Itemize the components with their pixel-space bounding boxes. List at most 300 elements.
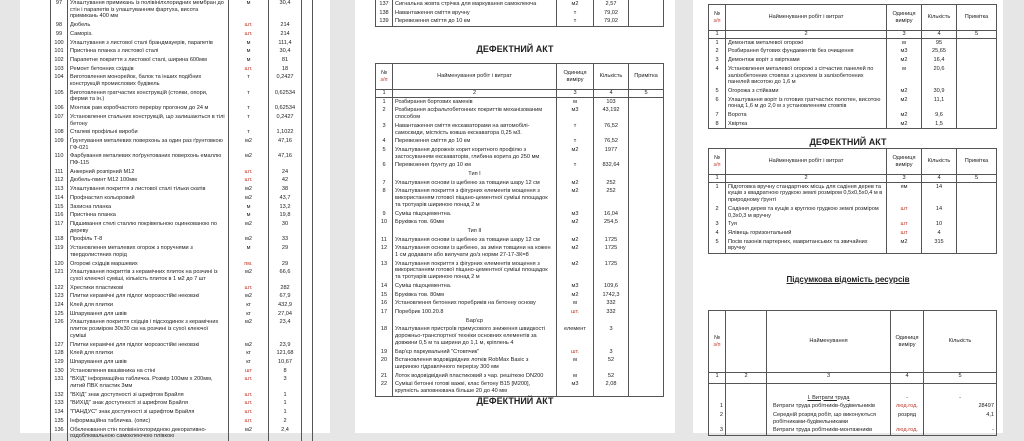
row-number: 134: [51, 408, 68, 417]
code-cell: [726, 411, 767, 426]
col-number: 2: [393, 90, 557, 98]
table-row: [709, 182, 997, 205]
row-number: 1: [376, 97, 393, 106]
note-cell: [302, 30, 313, 39]
col-number: 2: [726, 31, 887, 39]
table-row: [51, 399, 313, 408]
quantity-cell: 4,1: [986, 411, 994, 418]
work-name: Клей для плитки: [68, 301, 229, 310]
work-name: Улаштування покриття з фігурних елементів мощення з використанням готової піщано-цементної суміші площадок та тротуарів шириною понад 2 м: [393, 187, 557, 209]
summary-dash: -: [891, 394, 924, 403]
quantity-cell: 23,4: [269, 318, 302, 340]
work-name: Ремонт бетонних східців: [68, 65, 229, 74]
note-cell: [302, 284, 313, 293]
note-cell: [302, 349, 313, 358]
unit-cell: м2: [229, 220, 269, 235]
work-name: Улаштування покриттів з керамічних плиток на розчині із сухої клеючої суміші, кількість плиток в 1 м2 до 7 шт: [68, 268, 229, 283]
unit-cell: м: [229, 211, 269, 220]
note-cell: [629, 236, 664, 245]
row-number: 3: [709, 426, 726, 435]
quantity-cell: 332: [594, 308, 629, 317]
unit-cell: т: [229, 128, 269, 137]
note-cell: [957, 111, 997, 120]
note-cell: [629, 260, 664, 282]
work-name: Плитки керамічні для підлог морозостійкі нековзкі: [68, 292, 229, 301]
unit-cell: м3: [557, 282, 594, 291]
table-row: [709, 229, 997, 238]
quantity-cell: 103: [594, 97, 629, 106]
defect-act-table-fence: [708, 4, 997, 129]
work-name: Підшивання стелі сталлю покрівельною оцинкованою по дереву: [68, 220, 229, 235]
note-cell: [957, 120, 997, 129]
note-cell: [302, 152, 313, 167]
note-cell: [302, 310, 313, 319]
work-name: Підготовка вручну стандартних місць для садіння дерев та кущів з квадратною грудкою землі розміром 0,5х0,5х0,4 м в природному ґрунті: [726, 182, 887, 205]
work-name: Шпарування для швів: [68, 310, 229, 319]
table-row: [709, 426, 997, 435]
quantity-cell: 16,04: [594, 210, 629, 219]
row-number: 124: [51, 301, 68, 310]
quantity-cell: 9,6: [922, 111, 957, 120]
work-name: Сигнальна жовта стрічка для маркування самоклеюча: [393, 0, 557, 9]
header-number: № з/п: [709, 5, 726, 31]
unit-cell: т: [229, 113, 269, 128]
unit-cell: м: [887, 38, 922, 47]
work-name: Захисна планка: [68, 203, 229, 212]
note-cell: [302, 73, 313, 88]
note-cell: [629, 348, 664, 357]
header-unit: Одиниця виміру: [887, 5, 922, 31]
work-name: Монтаж рам коробчастого перерізу прогоном до 24 м: [68, 104, 229, 113]
work-name: "ВХІД" знак доступності зі шрифтом Брайля: [68, 391, 229, 400]
quantity-cell: 76,52: [594, 122, 629, 137]
note-cell: [302, 194, 313, 203]
row-number: 118: [51, 235, 68, 244]
row-number: 10: [376, 218, 393, 227]
row-number: 12: [376, 244, 393, 259]
row-number: 109: [51, 137, 68, 152]
note-cell: [629, 210, 664, 219]
unit-cell: шт.: [229, 168, 269, 177]
row-number: 125: [51, 310, 68, 319]
table-row: [376, 17, 664, 26]
note-cell: [629, 122, 664, 137]
row-number: 20: [376, 356, 393, 371]
note-cell: [957, 96, 997, 111]
table-row: [51, 417, 313, 426]
table-row: [51, 408, 313, 417]
table-row: [51, 220, 313, 235]
note-cell: [957, 65, 997, 87]
table-row: [709, 65, 997, 87]
unit-cell: м3: [557, 380, 594, 396]
unit-cell: шт.: [557, 308, 594, 317]
note-cell: [302, 358, 313, 367]
unit-cell: кг: [229, 301, 269, 310]
work-name: Профіль Т-8: [68, 235, 229, 244]
unit-cell: м2: [557, 260, 594, 282]
quantity-cell: 109,6: [594, 282, 629, 291]
work-name: Суміші бетонні готові важкі, клас бетону В15 [М200], крупність заповнювача більше 20 до 40 мм: [393, 380, 557, 396]
document-page-1: [20, 0, 330, 440]
table-row: [376, 291, 664, 300]
note-cell: [302, 185, 313, 194]
document-page-2: [355, 0, 675, 433]
work-name: Установлення бетонних поребриків на бетонну основу: [393, 299, 557, 308]
row-number: 14: [376, 282, 393, 291]
note-cell: [302, 292, 313, 301]
work-name: Плитки керамічні для підлог морозостійкі нековзкі: [68, 341, 229, 350]
row-number: 9: [376, 210, 393, 219]
row-number: 98: [51, 21, 68, 30]
row-number: 139: [376, 17, 393, 26]
note-cell: [629, 187, 664, 209]
row-number: 22: [376, 380, 393, 396]
work-name: Саморіз.: [68, 30, 229, 39]
quantity-cell: 214: [269, 21, 302, 30]
quantity-cell: 52: [594, 372, 629, 381]
row-number: 133: [51, 399, 68, 408]
row-number: 101: [51, 47, 68, 56]
table-row: [51, 391, 313, 400]
row-number: 4: [709, 65, 726, 87]
quantity-cell: 28497: [978, 403, 994, 410]
quantity-cell: 29: [269, 260, 302, 269]
quantity-cell: 16,4: [922, 56, 957, 65]
note-cell: [957, 38, 997, 47]
row-number: 108: [51, 128, 68, 137]
table-row: [376, 218, 664, 227]
header-number: № з/п: [376, 64, 393, 90]
table-row: [709, 411, 997, 426]
note-cell: [302, 39, 313, 48]
note-cell: [302, 128, 313, 137]
table-row: [51, 137, 313, 152]
col-number: 5: [957, 175, 997, 183]
quantity-cell: 432,9: [269, 301, 302, 310]
quantity-cell: 11,1: [922, 96, 957, 111]
note-cell: [629, 325, 664, 347]
section-label: Тип ІІ: [393, 227, 557, 236]
note-cell: [957, 238, 997, 254]
unit-cell: т: [557, 161, 594, 170]
row-number: 115: [51, 203, 68, 212]
quantity-cell: 66,6: [269, 268, 302, 283]
note-cell: [302, 408, 313, 417]
note-cell: [629, 380, 664, 396]
unit-cell: шт.: [229, 375, 269, 390]
table-row: [376, 210, 664, 219]
quantity-cell: 20,6: [922, 65, 957, 87]
row-number: 136: [51, 426, 68, 441]
col-number: 4: [891, 373, 924, 384]
note-cell: [957, 47, 997, 56]
header-quantity: Кількість: [922, 149, 957, 175]
table-row: [51, 185, 313, 194]
note-cell: [302, 113, 313, 128]
table-row: [51, 203, 313, 212]
table-row: [376, 244, 664, 259]
unit-cell: м2: [229, 292, 269, 301]
table-row: [376, 299, 664, 308]
resource-name: Витрати труда робітників-будівельників: [767, 402, 891, 411]
work-name: Інформаційна табличка. (опис): [68, 417, 229, 426]
header-note: Примітка: [957, 149, 997, 175]
table-row: [709, 56, 997, 65]
work-name: Навантаження сміття екскаваторами на автомобілі-самоскиди, місткість ковша екскаватора 0,25 м3.: [393, 122, 557, 137]
quantity-cell: 3: [594, 348, 629, 357]
table-row: [51, 104, 313, 113]
defect-act-title: ДЕФЕКТНИЙ АКТ: [476, 44, 554, 54]
col-number: 2: [726, 175, 887, 183]
table-row: [51, 73, 313, 88]
quantity-cell: 1725: [594, 244, 629, 259]
resource-name: Середній розряд робіт, що виконуються робітниками-будівельниками: [767, 411, 891, 426]
table-row: [376, 260, 664, 282]
quantity-cell: 1,1022: [269, 128, 302, 137]
work-name: Бруківка тов. 80мм: [393, 291, 557, 300]
table-row: [709, 111, 997, 120]
note-cell: [302, 203, 313, 212]
col-number: 1: [709, 175, 726, 183]
work-name: Парапетне покриття з листової сталі, ширина 600мм: [68, 56, 229, 65]
quantity-cell: 23,9: [269, 341, 302, 350]
unit-cell: м2: [229, 194, 269, 203]
work-name: Фарбування металевих поґрунтованих поверхонь емаллю ПФ-115: [68, 152, 229, 167]
unit-cell: м: [557, 97, 594, 106]
table-row: [51, 30, 313, 39]
row-number: 13: [376, 260, 393, 282]
row-number: 18: [376, 325, 393, 347]
work-name: Виготовлення гратчастих конструкцій (стояки, опори, ферми та ін.): [68, 89, 229, 104]
code-cell: [726, 402, 767, 411]
table-row: [51, 211, 313, 220]
row-number: 111: [51, 168, 68, 177]
table-row: [51, 341, 313, 350]
row-number: 120: [51, 260, 68, 269]
work-name: Встановлення водовідвідних лотків RobMax Basic з шириною гідравлічного перерізу 300 мм: [393, 356, 557, 371]
note-cell: [957, 87, 997, 96]
note-cell: [302, 399, 313, 408]
note-cell: [629, 0, 664, 9]
table-row: [376, 170, 664, 179]
unit-cell: м: [557, 372, 594, 381]
row-number: 104: [51, 73, 68, 88]
unit-cell: т: [557, 137, 594, 146]
quantity-cell: 47,16: [269, 152, 302, 167]
note-cell: [302, 260, 313, 269]
empty-cell: [629, 170, 664, 179]
note-cell: [629, 299, 664, 308]
quantity-cell: 18: [269, 65, 302, 74]
quantity-cell: 14: [922, 205, 957, 220]
unit-cell: м2: [229, 152, 269, 167]
row-number: 2: [709, 47, 726, 56]
table-row: [709, 47, 997, 56]
section-label: Тип І: [393, 170, 557, 179]
table-row: [376, 356, 664, 371]
work-name: Ворота: [726, 111, 887, 120]
header-number: № з/п: [709, 149, 726, 175]
table-row: [709, 120, 997, 129]
table-row: [51, 318, 313, 340]
note-cell: [957, 205, 997, 220]
row-number: 5: [709, 238, 726, 254]
quantity-cell: 30,4: [269, 0, 302, 21]
header-code: [726, 311, 767, 373]
work-name: Сталеві профільні вироби: [68, 128, 229, 137]
empty-cell: [376, 317, 393, 326]
row-number: 6: [376, 161, 393, 170]
note-cell: [302, 341, 313, 350]
unit-cell: шт.: [229, 417, 269, 426]
header-quantity: Кількість: [594, 64, 629, 90]
unit-cell: м2: [229, 318, 269, 340]
work-name: Профнастил кольоровий: [68, 194, 229, 203]
col-number: 1: [709, 31, 726, 39]
unit-cell: м2: [887, 238, 922, 254]
work-name: Установлення стальних конструкцій, що залишаються в тілі бетону: [68, 113, 229, 128]
unit-cell: м: [229, 203, 269, 212]
header-name: Найменування робіт і витрат: [726, 5, 887, 31]
table-row: [376, 380, 664, 396]
quantity-cell: 81: [269, 56, 302, 65]
table-row: [51, 194, 313, 203]
note-cell: [629, 137, 664, 146]
table-row: [709, 205, 997, 220]
unit-cell: м2: [887, 56, 922, 65]
unit-cell: м2: [557, 187, 594, 209]
row-number: 107: [51, 113, 68, 128]
table-row: [376, 325, 664, 347]
col-number: 2: [726, 373, 767, 384]
empty-cell: [594, 317, 629, 326]
table-row: [376, 317, 664, 326]
table-row: [376, 97, 664, 106]
unit-cell: т: [557, 122, 594, 137]
table-row: [51, 168, 313, 177]
row-number: 3: [709, 56, 726, 65]
unit-cell: м2: [229, 185, 269, 194]
quantity-cell: 0,62534: [269, 89, 302, 104]
work-name: Ґрунтування металевих поверхонь за один раз ґрунтовкою ГФ-021: [68, 137, 229, 152]
quantity-cell: 4: [922, 229, 957, 238]
code-cell: [726, 426, 767, 435]
unit-cell: люд.год.: [891, 426, 924, 435]
col-number: 3: [557, 90, 594, 98]
empty-cell: [557, 227, 594, 236]
unit-cell: шт.: [229, 408, 269, 417]
work-name: Виготовлення монорейок, балок та інших подібних конструкцій промислових будівель: [68, 73, 229, 88]
work-name: Перевезення сміття до 10 км: [393, 17, 557, 26]
row-number: 129: [51, 358, 68, 367]
row-number: 102: [51, 56, 68, 65]
table-row: [376, 282, 664, 291]
header-note: Примітка: [629, 64, 664, 90]
table-row: [51, 358, 313, 367]
quantity-cell: 832,64: [594, 161, 629, 170]
empty-cell: [557, 170, 594, 179]
empty-cell: [594, 170, 629, 179]
quantity-cell: 3: [594, 325, 629, 347]
work-name: Пристінна планка: [68, 211, 229, 220]
row-number: 117: [51, 220, 68, 235]
note-cell: [629, 106, 664, 121]
quantity-cell: 111,4: [269, 39, 302, 48]
defect-act-title: ДЕФЕКТНИЙ АКТ: [809, 137, 887, 147]
row-number: 114: [51, 194, 68, 203]
unit-cell: шт.: [229, 176, 269, 185]
quantity-cell: 214: [269, 30, 302, 39]
note-cell: [302, 268, 313, 283]
note-cell: [302, 89, 313, 104]
work-name: Посів газонів партерних, мавританських та звичайних вручну: [726, 238, 887, 254]
row-number: 128: [51, 349, 68, 358]
table-row: [709, 402, 997, 411]
table-row: [51, 89, 313, 104]
unit-cell: м2: [229, 268, 269, 283]
work-name: Перевезення сміття до 10 км: [393, 137, 557, 146]
work-name: Огорожі східців маршевих: [68, 260, 229, 269]
note-cell: [302, 235, 313, 244]
note-cell: [629, 97, 664, 106]
header-unit: Одиниця виміру: [887, 149, 922, 175]
row-number: 103: [51, 65, 68, 74]
note-cell: [302, 47, 313, 56]
table-row: [51, 0, 313, 21]
quantity-cell: 0,2427: [269, 73, 302, 88]
summary-dash: -: [959, 394, 961, 401]
row-number: 11: [376, 236, 393, 245]
work-name: Анкерний розпірний М12: [68, 168, 229, 177]
note-cell: [302, 375, 313, 390]
row-number: 3: [376, 122, 393, 137]
quantity-cell: 1: [269, 391, 302, 400]
table-row: [51, 235, 313, 244]
col-number: 4: [922, 175, 957, 183]
note-cell: [302, 417, 313, 426]
quantity-cell: 0,2427: [269, 113, 302, 128]
unit-cell: м2: [557, 244, 594, 259]
table-row: [51, 260, 313, 269]
quantity-cell: 67,9: [269, 292, 302, 301]
row-number: 99: [51, 30, 68, 39]
row-number: 5: [709, 87, 726, 96]
unit-cell: м3: [557, 106, 594, 121]
row-number: 119: [51, 244, 68, 259]
row-number: 2: [376, 106, 393, 121]
row-number: 123: [51, 292, 68, 301]
unit-cell: розряд: [891, 411, 924, 426]
summary-section-label: І. Витрати труда: [767, 394, 891, 403]
resource-summary-table: [708, 310, 997, 436]
work-name: Бруківка тов. 60мм: [393, 218, 557, 227]
table-row: [376, 227, 664, 236]
table-row: [376, 348, 664, 357]
col-number: 5: [924, 373, 997, 384]
work-name: Дюбель: [68, 21, 229, 30]
table-row: [376, 187, 664, 209]
quantity-cell: 1725: [594, 236, 629, 245]
table-row: [51, 301, 313, 310]
header-unit: Одиниця виміру: [891, 311, 924, 373]
quantity-cell: 121,68: [269, 349, 302, 358]
quantity-cell: 25,65: [922, 47, 957, 56]
header-number: № з/п: [709, 311, 726, 373]
quantity-cell: 0,62534: [269, 104, 302, 113]
quantity-cell: 14: [922, 182, 957, 205]
work-name: Обклеювання стін полівінілхлоридною декоративно-оздоблювальною самоклеючою плівкою: [68, 426, 229, 441]
